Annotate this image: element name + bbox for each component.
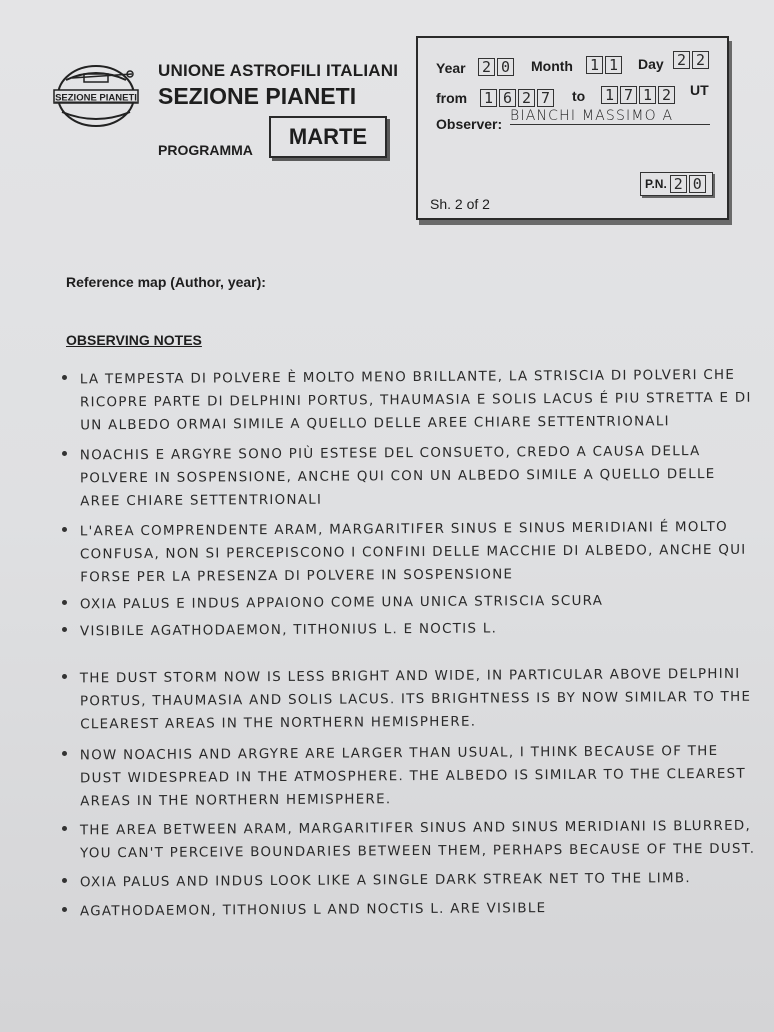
to-field bbox=[601, 86, 677, 104]
note-item bbox=[60, 665, 760, 734]
digit-box: 6 bbox=[499, 89, 516, 107]
note-item bbox=[60, 869, 760, 892]
note-item bbox=[60, 366, 760, 435]
bullet-icon bbox=[62, 527, 67, 532]
pn-box bbox=[640, 172, 713, 196]
observer-label: Observer: bbox=[436, 116, 503, 132]
observer-value: BIANCHI MASSIMO A bbox=[510, 108, 710, 125]
digit-box: 2 bbox=[673, 51, 690, 69]
program-label: PROGRAMMA bbox=[158, 142, 253, 158]
observing-notes-title: OBSERVING NOTES bbox=[66, 332, 202, 348]
note-text: NOW NOACHIS AND ARGYRE ARE LARGER THAN USUAL, I THINK BECAUSE OF THE DUST WIDESPREAD IN THE ATMOSPHERE. THE ALBEDO IS SIMILAR TO THE CLEAREST AREAS IN THE NORTHERN HEMISPHERE. bbox=[79, 743, 746, 810]
digit-box: 1 bbox=[586, 56, 603, 74]
bullet-icon bbox=[62, 878, 67, 883]
ut-label: UT bbox=[690, 82, 709, 98]
digit-box: 2 bbox=[670, 175, 687, 193]
sheet-label: Sh. 2 of 2 bbox=[430, 196, 490, 212]
digit-box: 0 bbox=[497, 58, 514, 76]
digit-box: 2 bbox=[658, 86, 675, 104]
digit-box: 7 bbox=[620, 86, 637, 104]
observing-notes-list bbox=[60, 366, 760, 921]
digit-box: 1 bbox=[605, 56, 622, 74]
digit-box: 2 bbox=[692, 51, 709, 69]
from-field bbox=[480, 89, 556, 107]
bullet-icon bbox=[62, 627, 67, 632]
note-text: THE DUST STORM NOW IS LESS BRIGHT AND WIDE, IN PARTICULAR ABOVE DELPHINI PORTUS, THAUMASIA AND SOLIS LACUS. ITS BRIGHTNESS IS BY NOW SIMILAR TO THE CLEAREST AREAS IN THE NORTHERN HEMISPHERE. bbox=[79, 666, 752, 733]
note-text: AGATHODAEMON, TITHONIUS L AND NOCTIS L. ARE VISIBLE bbox=[79, 901, 547, 920]
observation-box bbox=[416, 36, 729, 220]
digit-box: 1 bbox=[480, 89, 497, 107]
day-field bbox=[673, 51, 711, 69]
pn-label: P.N. bbox=[645, 177, 667, 191]
year-field bbox=[478, 58, 516, 76]
org-line2: SEZIONE PIANETI bbox=[158, 83, 357, 109]
digit-box: 1 bbox=[601, 86, 618, 104]
note-item bbox=[60, 898, 760, 921]
bullet-icon bbox=[62, 674, 67, 679]
bullet-icon bbox=[62, 751, 67, 756]
digit-box: 0 bbox=[689, 175, 706, 193]
logo-text: SEZIONE PIANETI bbox=[55, 92, 137, 104]
year-label: Year bbox=[436, 60, 466, 76]
note-item bbox=[60, 518, 760, 587]
uai-planets-logo bbox=[52, 60, 140, 130]
note-text: VISIBILE AGATHODAEMON, TITHONIUS L. E NOCTIS L. bbox=[79, 621, 498, 640]
note-text: LA TEMPESTA DI POLVERE È MOLTO MENO BRILLANTE, LA STRISCIA DI POLVERI CHE RICOPRE PARTE DI DELPHINI PORTUS, THAUMASIA E SOLIS LACUS É PIU STRETTA E DI UN ALBEDO ORMAI SIMILE A QUELLO DELLE AREE CHIARE SETTENTRIONALI bbox=[79, 367, 752, 434]
note-item bbox=[60, 742, 760, 811]
digit-box: 2 bbox=[518, 89, 535, 107]
program-value: MARTE bbox=[269, 116, 387, 158]
bullet-icon bbox=[62, 826, 67, 831]
digit-box: 2 bbox=[478, 58, 495, 76]
note-item bbox=[60, 817, 760, 863]
note-item bbox=[60, 618, 760, 641]
organization-name bbox=[158, 60, 398, 110]
reference-map-label: Reference map (Author, year): bbox=[66, 274, 266, 290]
bullet-icon bbox=[62, 600, 67, 605]
to-label: to bbox=[572, 88, 586, 104]
bullet-icon bbox=[62, 907, 67, 912]
note-text: OXIA PALUS E INDUS APPAIONO COME UNA UNICA STRISCIA SCURA bbox=[79, 593, 604, 613]
note-item bbox=[60, 591, 760, 614]
note-item bbox=[60, 442, 760, 511]
from-label: from bbox=[436, 90, 468, 106]
day-label: Day bbox=[638, 56, 664, 72]
month-field bbox=[586, 56, 624, 74]
digit-box: 1 bbox=[639, 86, 656, 104]
note-text: THE AREA BETWEEN ARAM, MARGARITIFER SINUS AND SINUS MERIDIANI IS BLURRED, YOU CAN'T PERCEIVE BOUNDARIES BETWEEN THEM, PERHAPS BECAUSE OF THE DUST. bbox=[79, 818, 756, 862]
bullet-icon bbox=[62, 375, 67, 380]
month-label: Month bbox=[531, 58, 573, 74]
note-text: OXIA PALUS AND INDUS LOOK LIKE A SINGLE DARK STREAK NET TO THE LIMB. bbox=[79, 871, 691, 891]
note-text: L'AREA COMPRENDENTE ARAM, MARGARITIFER SINUS E SINUS MERIDIANI É MOLTO CONFUSA, NON SI PERCEPISCONO I CONFINI DELLE MACCHIE DI ALBEDO, ANCHE QUI FORSE PER LA PRESENZA DI POLVERE IN SOSPENSIONE bbox=[79, 519, 747, 586]
pn-field bbox=[670, 175, 708, 193]
digit-box: 7 bbox=[537, 89, 554, 107]
org-line1: UNIONE ASTROFILI ITALIANI bbox=[158, 61, 399, 80]
note-text: NOACHIS E ARGYRE SONO PIÙ ESTESE DEL CONSUETO, CREDO A CAUSA DELLA POLVERE IN SOSPENSIONE, ANCHE QUI CON UN ALBEDO SIMILE A QUELLO DELLE AREE CHIARE SETTENTRIONALI bbox=[79, 444, 716, 510]
bullet-icon bbox=[62, 451, 67, 456]
